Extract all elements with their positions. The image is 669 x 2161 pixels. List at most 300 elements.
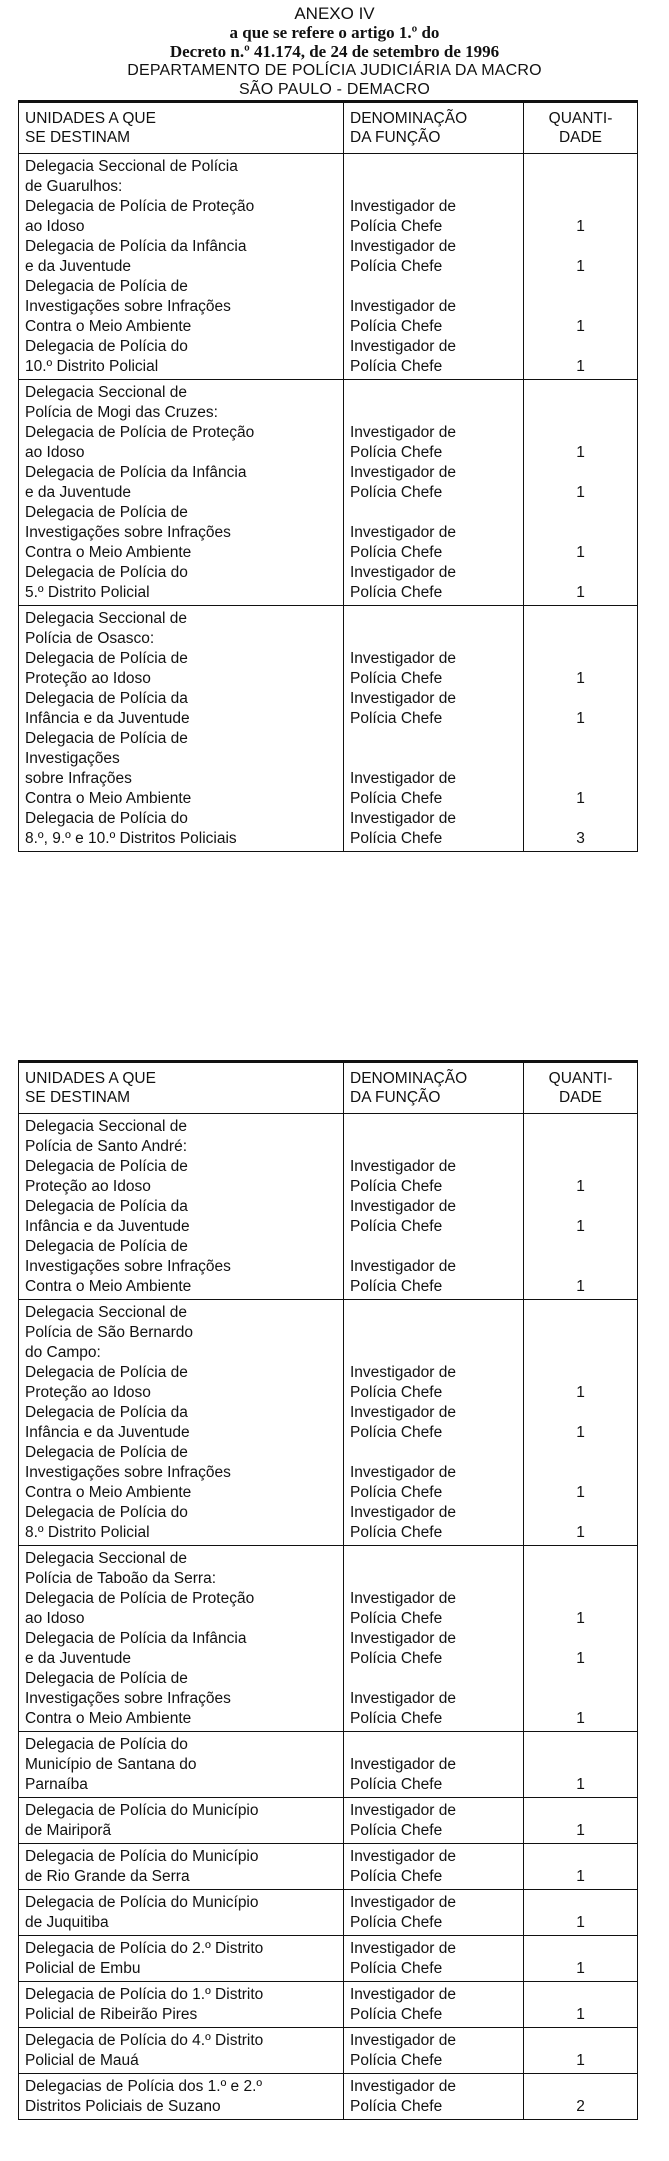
quantity-cell-line: 1 bbox=[576, 2006, 585, 2023]
quantity-cell-line: 1 bbox=[576, 1650, 585, 1667]
unit-cell-line: Delegacia de Polícia do bbox=[25, 810, 188, 827]
quantity-cell-line bbox=[530, 2077, 631, 2097]
function-cell-line: Polícia Chefe bbox=[350, 710, 443, 727]
function-cell-line: Investigador de bbox=[350, 1158, 456, 1175]
unit-cell-line: Infância e da Juventude bbox=[25, 710, 190, 727]
unit-cell-line: 8.º Distrito Policial bbox=[25, 1524, 150, 1541]
unit-cell-line: Delegacia de Polícia de Proteção bbox=[25, 198, 255, 215]
unit-cell bbox=[19, 1114, 344, 1300]
quantity-cell-line: 1 bbox=[576, 1484, 585, 1501]
quantity-cell-line: 1 bbox=[576, 670, 585, 687]
quantity-cell bbox=[524, 154, 638, 380]
quantity-cell bbox=[524, 1114, 638, 1300]
quantity-cell-line bbox=[530, 463, 631, 483]
table-row bbox=[19, 606, 638, 852]
unit-cell-line: e da Juventude bbox=[25, 1650, 132, 1667]
table-row bbox=[19, 1982, 638, 2028]
quantity-cell-line: 1 bbox=[576, 1278, 585, 1295]
function-cell-line: Polícia Chefe bbox=[350, 1914, 443, 1931]
quantity-cell bbox=[524, 2028, 638, 2074]
function-cell-line: Polícia Chefe bbox=[350, 1278, 443, 1295]
quantity-cell-line bbox=[530, 1985, 631, 2005]
unit-cell-line: Delegacia de Polícia do bbox=[25, 1736, 188, 1753]
quantity-cell-line bbox=[530, 1755, 631, 1775]
unit-cell-line: Delegacia de Polícia do bbox=[25, 564, 188, 581]
function-cell bbox=[344, 1890, 524, 1936]
table-row bbox=[19, 380, 638, 606]
function-cell-line: Polícia Chefe bbox=[350, 2006, 443, 2023]
quantity-cell-line: 1 bbox=[576, 1822, 585, 1839]
column-header-quantidade: QUANTI- DADE bbox=[524, 102, 638, 154]
unit-cell-line: Delegacia de Polícia da Infância bbox=[25, 1630, 247, 1647]
unit-cell-line: Delegacia de Polícia de bbox=[25, 504, 188, 521]
function-cell-line: Polícia Chefe bbox=[350, 318, 443, 335]
unit-cell-line: Policial de Embu bbox=[25, 1960, 141, 1977]
quantity-cell bbox=[524, 2074, 638, 2120]
quantity-cell-line: 1 bbox=[576, 2052, 585, 2069]
unit-cell-line: Infância e da Juventude bbox=[25, 1424, 190, 1441]
unit-cell bbox=[19, 1546, 344, 1732]
department-name: DEPARTAMENTO DE POLÍCIA JUDICIÁRIA DA MACRO bbox=[127, 62, 542, 79]
quantity-cell-line: 1 bbox=[576, 318, 585, 335]
unit-cell-line: Delegacia de Polícia de bbox=[25, 1670, 188, 1687]
function-cell bbox=[344, 380, 524, 606]
unit-cell-line: Delegacia de Polícia da Infância bbox=[25, 238, 247, 255]
function-cell-line bbox=[350, 729, 517, 749]
unit-cell bbox=[19, 1844, 344, 1890]
unit-cell bbox=[19, 1890, 344, 1936]
quantity-cell-line: 1 bbox=[576, 584, 585, 601]
quantity-cell-line: 1 bbox=[576, 790, 585, 807]
unit-cell-line: Contra o Meio Ambiente bbox=[25, 1484, 192, 1501]
quantity-cell-line bbox=[530, 609, 631, 629]
unit-cell-line: ao Idoso bbox=[25, 1610, 85, 1627]
column-header-funcao: DENOMINAÇÃO DA FUNÇÃO bbox=[344, 1062, 524, 1114]
function-cell bbox=[344, 1114, 524, 1300]
quantity-cell-line bbox=[530, 423, 631, 443]
quantity-cell-line: 3 bbox=[576, 830, 585, 847]
quantity-cell-line: 1 bbox=[576, 1524, 585, 1541]
function-cell-line bbox=[350, 629, 517, 649]
quantity-cell bbox=[524, 1546, 638, 1732]
quantity-cell-line bbox=[530, 769, 631, 789]
quantity-cell-line bbox=[530, 1197, 631, 1217]
function-cell bbox=[344, 1936, 524, 1982]
document-header bbox=[0, 4, 669, 99]
function-cell-line: Polícia Chefe bbox=[350, 2052, 443, 2069]
function-cell-line: Investigador de bbox=[350, 1364, 456, 1381]
unit-cell bbox=[19, 1982, 344, 2028]
column-header-quantidade: QUANTI- DADE bbox=[524, 1062, 638, 1114]
quantity-cell-line bbox=[530, 1669, 631, 1689]
unit-cell bbox=[19, 154, 344, 380]
quantity-cell-line bbox=[530, 1893, 631, 1913]
quantity-cell-line bbox=[530, 1629, 631, 1649]
quantity-cell-line bbox=[530, 1569, 631, 1589]
quantity-cell-line bbox=[530, 2031, 631, 2051]
function-cell-line: Investigador de bbox=[350, 1258, 456, 1275]
table-row bbox=[19, 1300, 638, 1546]
quantity-cell-line bbox=[530, 1303, 631, 1323]
unit-cell-line: Policial de Ribeirão Pires bbox=[25, 2006, 198, 2023]
unit-cell bbox=[19, 380, 344, 606]
quantity-cell-line: 1 bbox=[576, 1710, 585, 1727]
function-cell-line: Investigador de bbox=[350, 1464, 456, 1481]
function-cell bbox=[344, 606, 524, 852]
quantity-cell-line bbox=[530, 1589, 631, 1609]
quantity-cell-line: 1 bbox=[576, 444, 585, 461]
decree-reference: Decreto n.º 41.174, de 24 de setembro de 1996 bbox=[169, 42, 500, 61]
table-row bbox=[19, 1798, 638, 1844]
unit-cell-line: ao Idoso bbox=[25, 218, 85, 235]
unit-cell-line: Delegacia de Polícia da bbox=[25, 1404, 188, 1421]
unit-cell-line: Polícia de Taboão da Serra: bbox=[25, 1570, 217, 1587]
unit-cell-line: Investigações bbox=[25, 750, 120, 767]
table-row bbox=[19, 2074, 638, 2120]
unit-cell-line: Policial de Mauá bbox=[25, 2052, 139, 2069]
function-cell-line bbox=[350, 1343, 517, 1363]
department-region: SÃO PAULO - DEMACRO bbox=[238, 81, 431, 98]
unit-cell-line: Delegacia de Polícia de bbox=[25, 1238, 188, 1255]
quantity-cell-line bbox=[530, 1549, 631, 1569]
unit-cell-line: Investigações sobre Infrações bbox=[25, 298, 231, 315]
function-cell-line bbox=[350, 1237, 517, 1257]
quantity-cell-line: 1 bbox=[576, 1868, 585, 1885]
function-cell-line: Investigador de bbox=[350, 690, 456, 707]
function-cell-line bbox=[350, 403, 517, 423]
function-cell-line: Investigador de bbox=[350, 1690, 456, 1707]
quantity-cell-line: 1 bbox=[576, 1610, 585, 1627]
allocation-table-2 bbox=[18, 1060, 638, 2120]
quantity-cell bbox=[524, 1936, 638, 1982]
function-cell-line: Polícia Chefe bbox=[350, 1178, 443, 1195]
table-row bbox=[19, 1732, 638, 1798]
unit-cell-line: do Campo: bbox=[25, 1344, 101, 1361]
function-cell bbox=[344, 2028, 524, 2074]
unit-cell bbox=[19, 1300, 344, 1546]
unit-cell-line: Contra o Meio Ambiente bbox=[25, 790, 192, 807]
quantity-cell-line bbox=[530, 177, 631, 197]
function-cell-line: Polícia Chefe bbox=[350, 1822, 443, 1839]
unit-cell-line: Delegacia Seccional de bbox=[25, 1118, 187, 1135]
quantity-cell-line: 1 bbox=[576, 1960, 585, 1977]
function-cell-line: Investigador de bbox=[350, 1504, 456, 1521]
function-cell-line: Investigador de bbox=[350, 1590, 456, 1607]
quantity-cell-line bbox=[530, 197, 631, 217]
quantity-cell-line: 1 bbox=[576, 1424, 585, 1441]
function-cell-line: Investigador de bbox=[350, 2078, 456, 2095]
unit-cell-line: Delegacia Seccional de bbox=[25, 1304, 187, 1321]
function-cell-line: Polícia Chefe bbox=[350, 218, 443, 235]
quantity-cell bbox=[524, 1732, 638, 1798]
function-cell-line: Investigador de bbox=[350, 1756, 456, 1773]
unit-cell-line: 10.º Distrito Policial bbox=[25, 358, 159, 375]
function-cell-line: Investigador de bbox=[350, 810, 456, 827]
function-cell-line: Investigador de bbox=[350, 564, 456, 581]
function-cell-line: Investigador de bbox=[350, 524, 456, 541]
function-cell-line: Investigador de bbox=[350, 1986, 456, 2003]
table-row bbox=[19, 1546, 638, 1732]
unit-cell-line: Delegacia de Polícia do Município bbox=[25, 1802, 259, 1819]
quantity-cell-line: 1 bbox=[576, 1384, 585, 1401]
table-row bbox=[19, 154, 638, 380]
function-cell-line bbox=[350, 503, 517, 523]
unit-cell-line: Delegacia Seccional de bbox=[25, 384, 187, 401]
quantity-cell-line bbox=[530, 1939, 631, 1959]
quantity-cell-line bbox=[530, 403, 631, 423]
quantity-cell-line bbox=[530, 337, 631, 357]
unit-cell-line: 8.º, 9.º e 10.º Distritos Policiais bbox=[25, 830, 237, 847]
unit-cell-line: Proteção ao Idoso bbox=[25, 1178, 151, 1195]
unit-cell-line: de Rio Grande da Serra bbox=[25, 1868, 190, 1885]
quantity-cell bbox=[524, 380, 638, 606]
quantity-cell bbox=[524, 1844, 638, 1890]
unit-cell bbox=[19, 2074, 344, 2120]
table-row bbox=[19, 1890, 638, 1936]
unit-cell-line: Delegacias de Polícia dos 1.º e 2.º bbox=[25, 2078, 263, 2095]
function-cell-line bbox=[350, 1137, 517, 1157]
function-cell-line bbox=[350, 1117, 517, 1137]
function-cell-line: Polícia Chefe bbox=[350, 1218, 443, 1235]
function-cell-line: Polícia Chefe bbox=[350, 830, 443, 847]
quantity-cell-line bbox=[530, 383, 631, 403]
function-cell-line: Investigador de bbox=[350, 464, 456, 481]
unit-cell-line: Delegacia de Polícia do 4.º Distrito bbox=[25, 2032, 264, 2049]
unit-cell-line: de Mairiporã bbox=[25, 1822, 112, 1839]
unit-cell-line: Proteção ao Idoso bbox=[25, 670, 151, 687]
unit-cell-line: Parnaíba bbox=[25, 1776, 88, 1793]
function-cell-line bbox=[350, 1443, 517, 1463]
table-row bbox=[19, 1114, 638, 1300]
unit-cell-line: Delegacia de Polícia da bbox=[25, 690, 188, 707]
unit-cell bbox=[19, 1798, 344, 1844]
unit-cell-line: Delegacia de Polícia do 1.º Distrito bbox=[25, 1986, 264, 2003]
function-cell-line: Polícia Chefe bbox=[350, 444, 443, 461]
function-cell-line: Investigador de bbox=[350, 1802, 456, 1819]
function-cell-line: Polícia Chefe bbox=[350, 1484, 443, 1501]
function-cell-line bbox=[350, 1669, 517, 1689]
function-cell bbox=[344, 1982, 524, 2028]
function-cell-line bbox=[350, 157, 517, 177]
unit-cell-line: sobre Infrações bbox=[25, 770, 132, 787]
unit-cell-line: Delegacia de Polícia de bbox=[25, 1444, 188, 1461]
unit-cell-line: Polícia de Mogi das Cruzes: bbox=[25, 404, 218, 421]
function-cell-line bbox=[350, 609, 517, 629]
function-cell bbox=[344, 1844, 524, 1890]
quantity-cell-line: 1 bbox=[576, 358, 585, 375]
quantity-cell-line bbox=[530, 563, 631, 583]
quantity-cell-line bbox=[530, 729, 631, 749]
quantity-cell-line bbox=[530, 503, 631, 523]
function-cell-line: Investigador de bbox=[350, 2032, 456, 2049]
function-cell-line: Polícia Chefe bbox=[350, 1776, 443, 1793]
function-cell-line bbox=[350, 383, 517, 403]
quantity-cell-line: 1 bbox=[576, 218, 585, 235]
unit-cell-line: de Guarulhos: bbox=[25, 178, 123, 195]
quantity-cell-line bbox=[530, 1463, 631, 1483]
quantity-cell-line bbox=[530, 1363, 631, 1383]
unit-cell-line: Delegacia de Polícia de bbox=[25, 730, 188, 747]
function-cell-line: Investigador de bbox=[350, 770, 456, 787]
function-cell-line: Investigador de bbox=[350, 424, 456, 441]
unit-cell-line: Delegacia de Polícia da Infância bbox=[25, 464, 247, 481]
function-cell-line: Investigador de bbox=[350, 1894, 456, 1911]
function-cell-line: Polícia Chefe bbox=[350, 584, 443, 601]
table-row bbox=[19, 1844, 638, 1890]
quantity-cell bbox=[524, 1982, 638, 2028]
quantity-cell-line bbox=[530, 297, 631, 317]
function-cell-line: Investigador de bbox=[350, 1198, 456, 1215]
quantity-cell-line bbox=[530, 237, 631, 257]
function-cell-line: Polícia Chefe bbox=[350, 1424, 443, 1441]
function-cell-line: Polícia Chefe bbox=[350, 1710, 443, 1727]
quantity-cell-line bbox=[530, 809, 631, 829]
unit-cell-line: e da Juventude bbox=[25, 258, 132, 275]
column-header-funcao: DENOMINAÇÃO DA FUNÇÃO bbox=[344, 102, 524, 154]
function-cell-line: Investigador de bbox=[350, 338, 456, 355]
function-cell bbox=[344, 1732, 524, 1798]
unit-cell-line: e da Juventude bbox=[25, 484, 132, 501]
function-cell-line: Polícia Chefe bbox=[350, 358, 443, 375]
function-cell-line: Investigador de bbox=[350, 1630, 456, 1647]
unit-cell-line: Polícia de Santo André: bbox=[25, 1138, 188, 1155]
quantity-cell bbox=[524, 1890, 638, 1936]
function-cell-line: Polícia Chefe bbox=[350, 1868, 443, 1885]
quantity-cell-line: 1 bbox=[576, 544, 585, 561]
quantity-cell-line bbox=[530, 523, 631, 543]
quantity-cell-line: 1 bbox=[576, 1776, 585, 1793]
unit-cell-line: Delegacia Seccional de bbox=[25, 1550, 187, 1567]
unit-cell-line: Proteção ao Idoso bbox=[25, 1384, 151, 1401]
function-cell-line: Polícia Chefe bbox=[350, 544, 443, 561]
function-cell-line: Polícia Chefe bbox=[350, 1610, 443, 1627]
quantity-cell-line bbox=[530, 1443, 631, 1463]
unit-cell-line: Delegacia de Polícia de bbox=[25, 650, 188, 667]
unit-cell-line: Delegacia de Polícia de bbox=[25, 1158, 188, 1175]
unit-cell-line: Distritos Policiais de Suzano bbox=[25, 2098, 221, 2115]
function-cell-line: Investigador de bbox=[350, 198, 456, 215]
quantity-cell-line bbox=[530, 629, 631, 649]
function-cell bbox=[344, 1300, 524, 1546]
function-cell-line: Investigador de bbox=[350, 650, 456, 667]
quantity-cell-line bbox=[530, 1801, 631, 1821]
quantity-cell-line bbox=[530, 749, 631, 769]
function-cell-line: Polícia Chefe bbox=[350, 1650, 443, 1667]
function-cell bbox=[344, 154, 524, 380]
quantity-cell-line: 1 bbox=[576, 484, 585, 501]
function-cell bbox=[344, 1546, 524, 1732]
function-cell bbox=[344, 1798, 524, 1844]
unit-cell-line: Delegacia de Polícia de bbox=[25, 1364, 188, 1381]
unit-cell-line: Contra o Meio Ambiente bbox=[25, 544, 192, 561]
unit-cell-line: Contra o Meio Ambiente bbox=[25, 1710, 192, 1727]
function-cell-line: Investigador de bbox=[350, 1404, 456, 1421]
unit-cell bbox=[19, 606, 344, 852]
function-cell-line bbox=[350, 1549, 517, 1569]
unit-cell-line: Contra o Meio Ambiente bbox=[25, 318, 192, 335]
quantity-cell-line bbox=[530, 1117, 631, 1137]
unit-cell-line: Investigações sobre Infrações bbox=[25, 1464, 231, 1481]
function-cell-line bbox=[350, 1323, 517, 1343]
unit-cell-line: Infância e da Juventude bbox=[25, 1218, 190, 1235]
table-row bbox=[19, 1936, 638, 1982]
column-header-unidades: UNIDADES A QUE SE DESTINAM bbox=[19, 1062, 344, 1114]
function-cell-line: Polícia Chefe bbox=[350, 670, 443, 687]
unit-cell-line: Polícia de Osasco: bbox=[25, 630, 155, 647]
quantity-cell bbox=[524, 606, 638, 852]
quantity-cell-line bbox=[530, 1343, 631, 1363]
function-cell-line bbox=[350, 749, 517, 769]
unit-cell-line: de Juquitiba bbox=[25, 1914, 109, 1931]
function-cell bbox=[344, 2074, 524, 2120]
unit-cell-line: Investigações sobre Infrações bbox=[25, 1690, 231, 1707]
annex-reference: a que se refere o artigo 1.º do bbox=[229, 23, 440, 42]
quantity-cell-line bbox=[530, 1503, 631, 1523]
function-cell-line: Polícia Chefe bbox=[350, 484, 443, 501]
unit-cell-line: Delegacia Seccional de bbox=[25, 610, 187, 627]
quantity-cell-line: 1 bbox=[576, 1914, 585, 1931]
unit-cell-line: Delegacia de Polícia do Município bbox=[25, 1894, 259, 1911]
unit-cell bbox=[19, 1936, 344, 1982]
unit-cell-line: Contra o Meio Ambiente bbox=[25, 1278, 192, 1295]
quantity-cell-line bbox=[530, 1157, 631, 1177]
quantity-cell bbox=[524, 1300, 638, 1546]
quantity-cell-line bbox=[530, 277, 631, 297]
quantity-cell-line bbox=[530, 1257, 631, 1277]
function-cell-line bbox=[350, 1735, 517, 1755]
quantity-cell-line bbox=[530, 1689, 631, 1709]
function-cell-line: Polícia Chefe bbox=[350, 1524, 443, 1541]
quantity-cell-line bbox=[530, 649, 631, 669]
function-cell-line bbox=[350, 277, 517, 297]
quantity-cell-line: 1 bbox=[576, 710, 585, 727]
quantity-cell-line bbox=[530, 1735, 631, 1755]
quantity-cell-line: 1 bbox=[576, 258, 585, 275]
unit-cell-line: Delegacia de Polícia do Município bbox=[25, 1848, 259, 1865]
function-cell-line: Investigador de bbox=[350, 1848, 456, 1865]
unit-cell-line: Delegacia de Polícia do bbox=[25, 1504, 188, 1521]
quantity-cell-line bbox=[530, 1403, 631, 1423]
unit-cell-line: Delegacia de Polícia do 2.º Distrito bbox=[25, 1940, 264, 1957]
function-cell-line bbox=[350, 1303, 517, 1323]
unit-cell bbox=[19, 1732, 344, 1798]
column-header-unidades: UNIDADES A QUE SE DESTINAM bbox=[19, 102, 344, 154]
unit-cell-line: Delegacia de Polícia da bbox=[25, 1198, 188, 1215]
unit-cell-line: Delegacia de Polícia de Proteção bbox=[25, 424, 255, 441]
quantity-cell-line: 1 bbox=[576, 1178, 585, 1195]
unit-cell-line: ao Idoso bbox=[25, 444, 85, 461]
unit-cell-line: Delegacia de Polícia de bbox=[25, 278, 188, 295]
unit-cell-line: Delegacia de Polícia de Proteção bbox=[25, 1590, 255, 1607]
allocation-table-1 bbox=[18, 100, 638, 852]
function-cell-line: Polícia Chefe bbox=[350, 2098, 443, 2115]
function-cell-line bbox=[350, 177, 517, 197]
quantity-cell-line bbox=[530, 1323, 631, 1343]
unit-cell-line: Delegacia de Polícia do bbox=[25, 338, 188, 355]
quantity-cell-line bbox=[530, 1137, 631, 1157]
quantity-cell bbox=[524, 1798, 638, 1844]
quantity-cell-line bbox=[530, 1847, 631, 1867]
function-cell-line: Investigador de bbox=[350, 238, 456, 255]
unit-cell-line: Delegacia Seccional de Polícia bbox=[25, 158, 238, 175]
function-cell-line: Polícia Chefe bbox=[350, 258, 443, 275]
unit-cell-line: Município de Santana do bbox=[25, 1756, 197, 1773]
function-cell-line: Investigador de bbox=[350, 1940, 456, 1957]
table-row bbox=[19, 2028, 638, 2074]
function-cell-line: Polícia Chefe bbox=[350, 1384, 443, 1401]
unit-cell-line: Polícia de São Bernardo bbox=[25, 1324, 194, 1341]
function-cell-line: Polícia Chefe bbox=[350, 790, 443, 807]
